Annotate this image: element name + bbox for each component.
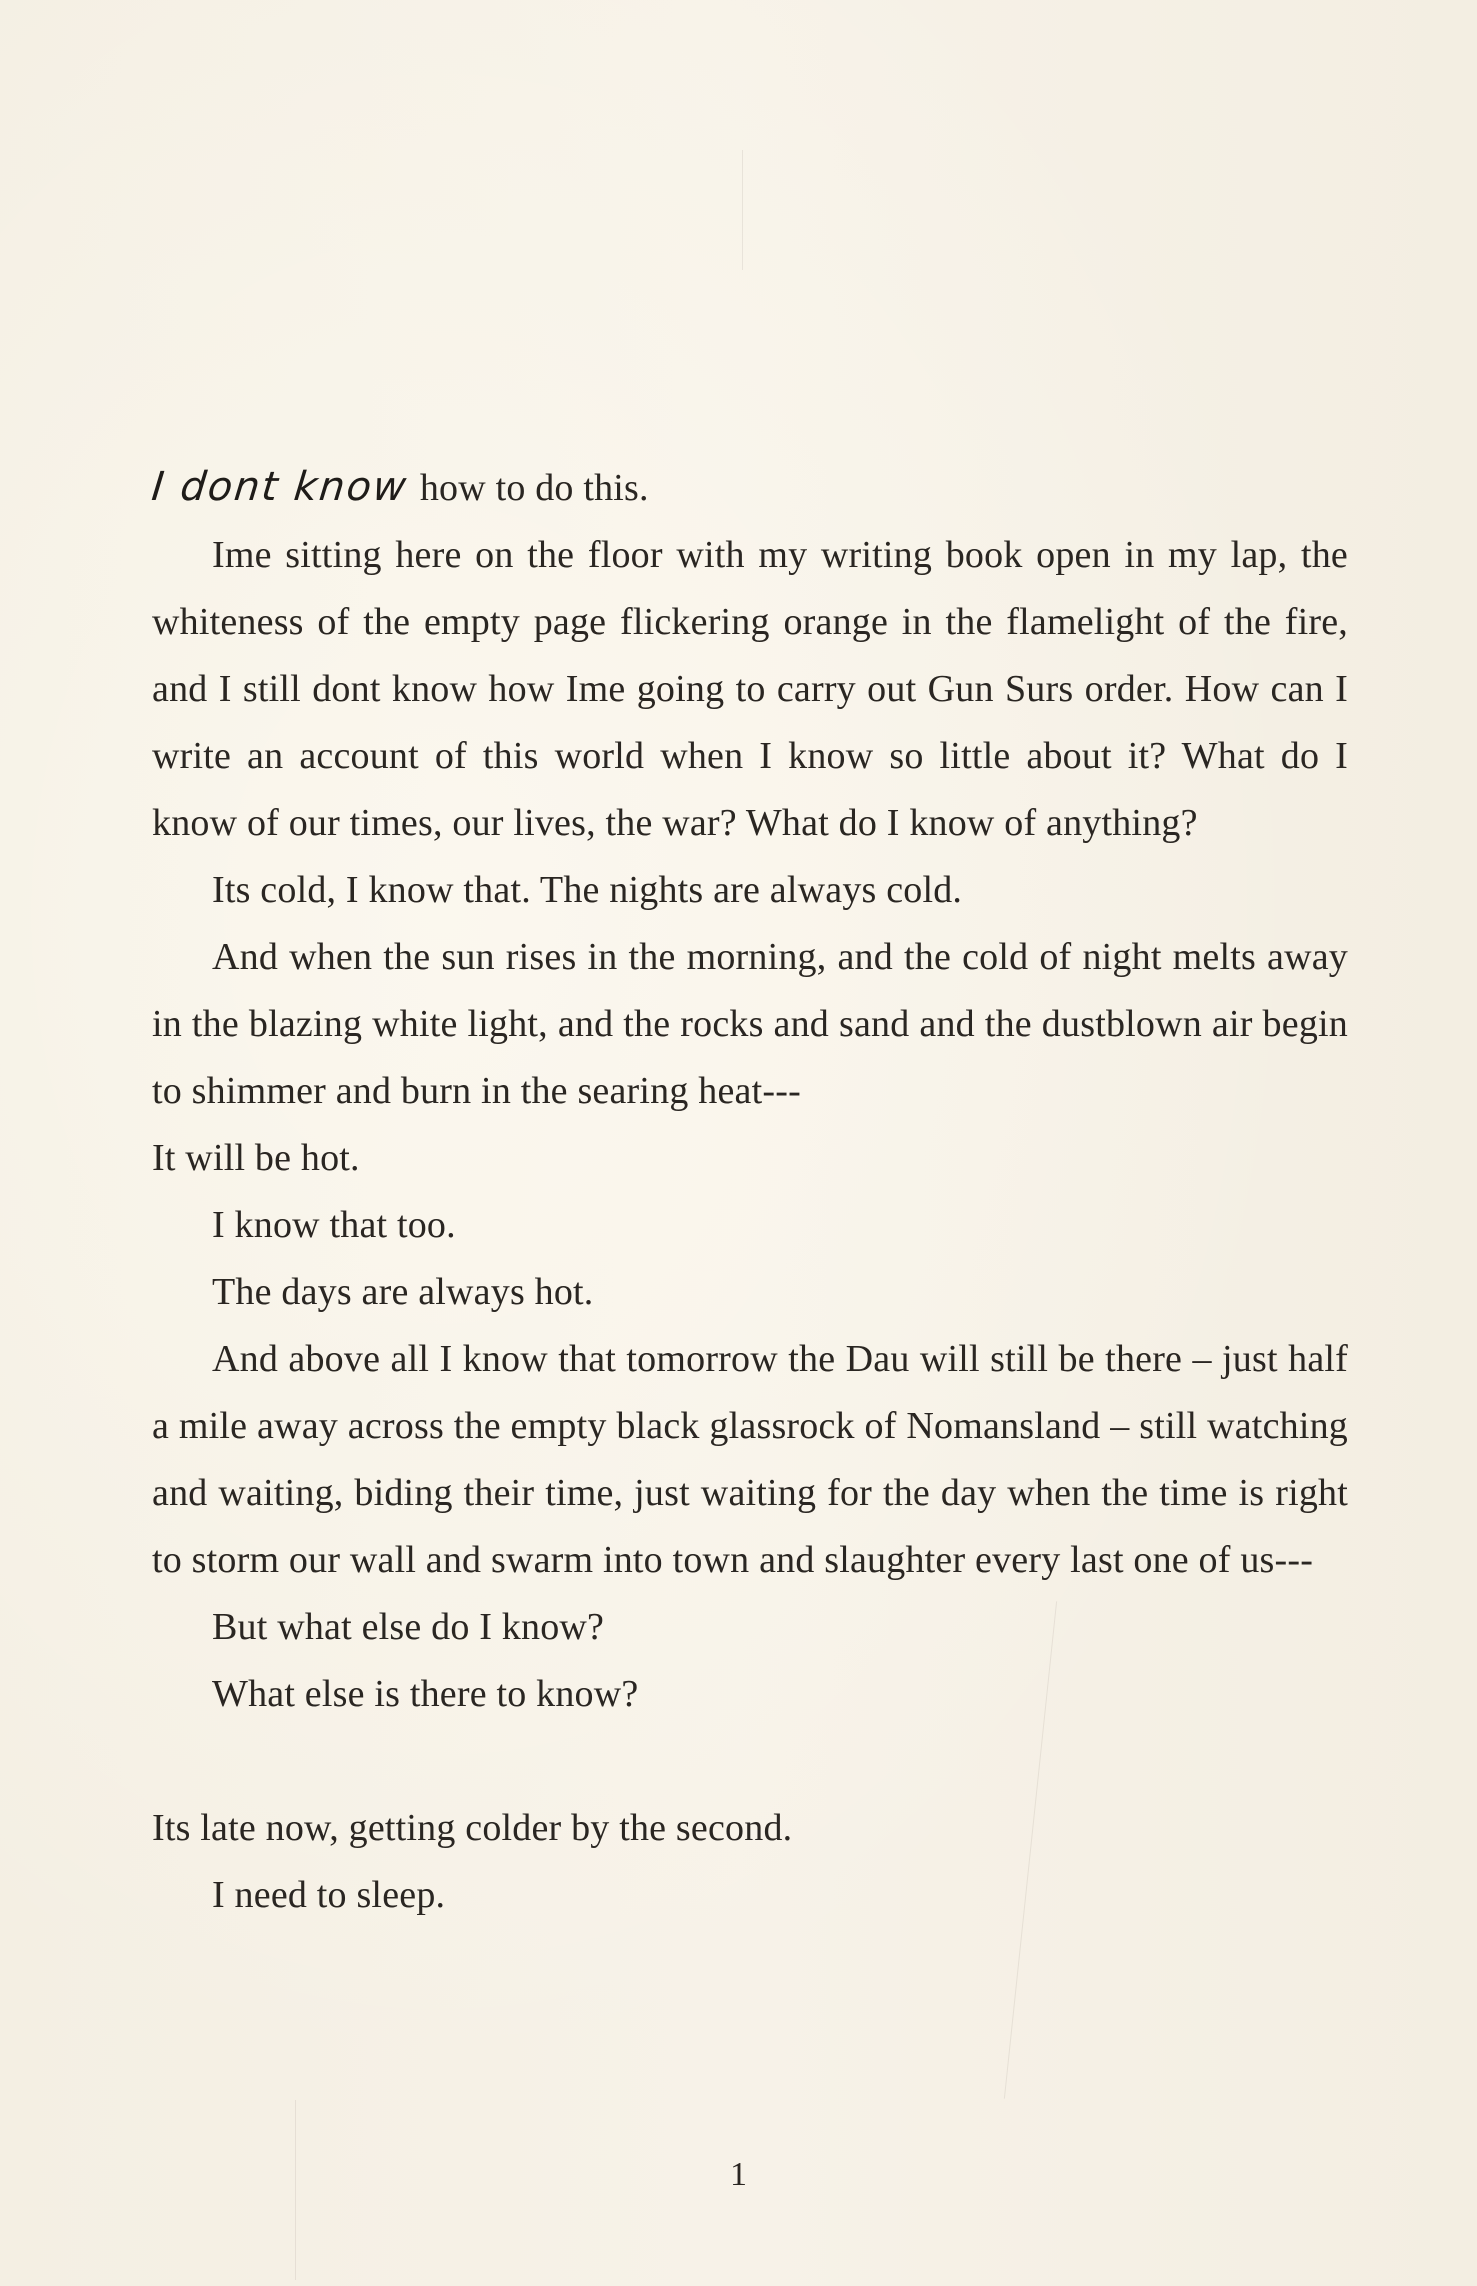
paragraph: The days are always hot. bbox=[212, 1271, 594, 1313]
paragraph: And when the sun rises in the morning, and the cold of night melts away in the blazing white light, and the rocks and sand and the dustblown air begin to shimmer and burn in the searing heat--- bbox=[152, 936, 1348, 1112]
page-number: 1 bbox=[730, 2156, 747, 2193]
paragraph: Its cold, I know that. The nights are always cold. bbox=[212, 869, 963, 911]
paper-crease bbox=[742, 150, 743, 270]
opening-line bbox=[149, 454, 1348, 522]
body-text bbox=[149, 454, 1348, 1929]
handwritten-opening: I dont know bbox=[149, 464, 411, 510]
paragraph: Its late now, getting colder by the second. bbox=[152, 1807, 793, 1849]
section-break bbox=[152, 1728, 1348, 1795]
paragraph: It will be hot. bbox=[152, 1137, 360, 1179]
paragraph: And above all I know that tomorrow the Dau will still be there – just half a mile away across the empty black glassrock of Nomansland – still watching and waiting, biding their time, just waiting for the day when the time is right to storm our wall and swarm into town and slaughter every last one of us--- bbox=[152, 1338, 1348, 1581]
paragraph: I know that too. bbox=[212, 1204, 456, 1246]
paragraph: Ime sitting here on the floor with my writing book open in my lap, the whiteness of the empty page flickering orange in the flamelight of the fire, and I still dont know how Ime going to carry out Gun Surs order. How can I write an account of this world when I know so little about it? What do I know of our times, our lives, the war? What do I know of anything? bbox=[152, 534, 1348, 844]
opening-line-text: how to do this. bbox=[419, 467, 649, 509]
paragraph: I need to sleep. bbox=[212, 1874, 446, 1916]
paragraph: What else is there to know? bbox=[212, 1673, 639, 1715]
paragraph: But what else do I know? bbox=[212, 1606, 605, 1648]
